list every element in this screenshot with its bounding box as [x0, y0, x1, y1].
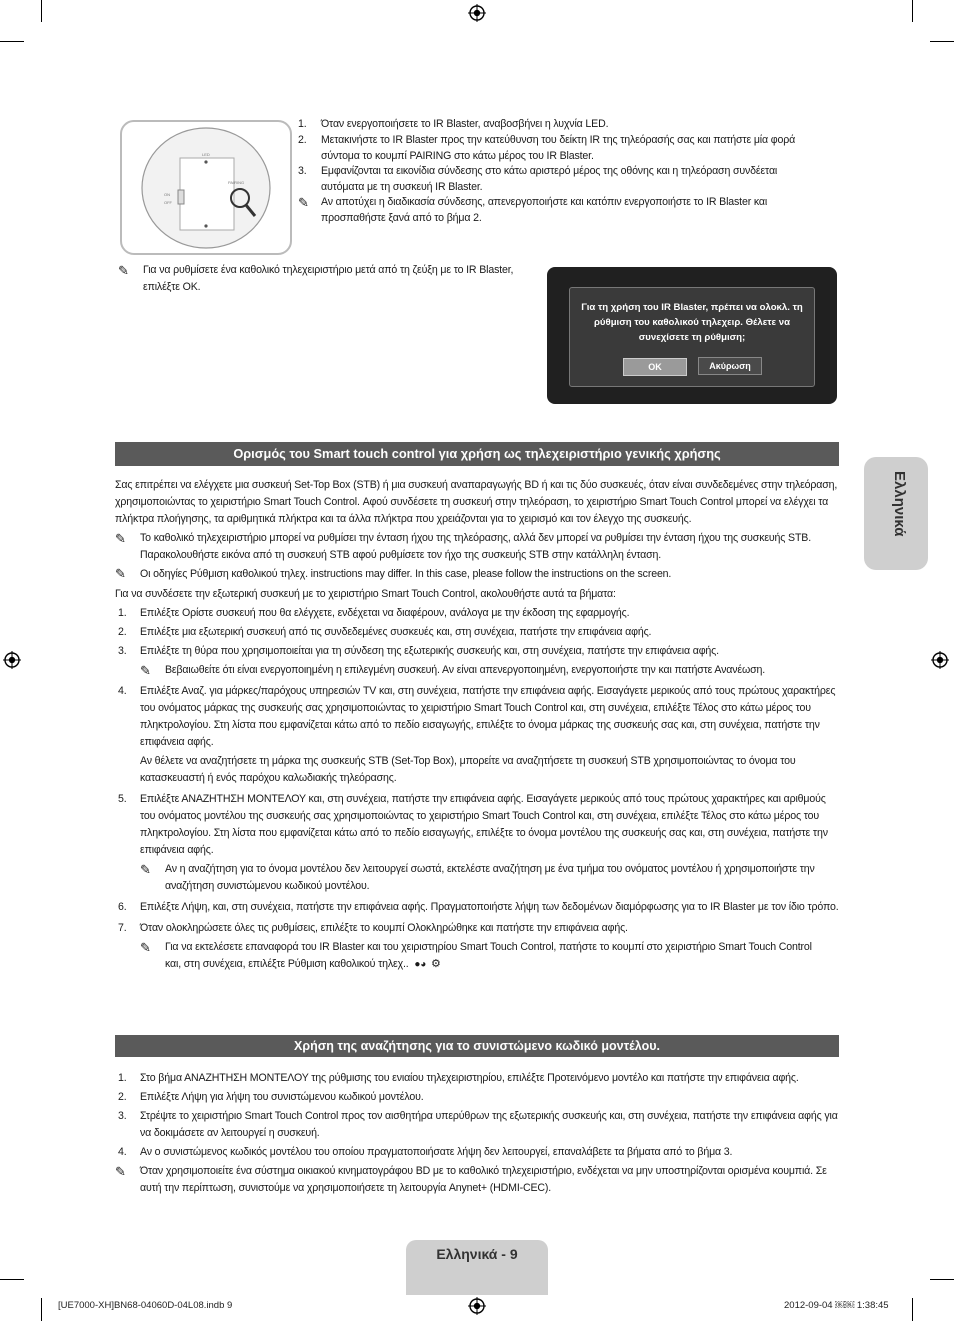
list-item: 1. Στο βήμα ΑΝΑΖΗΤΗΣΗ ΜΟΝΤΕΛΟΥ της ρύθμισης του ενιαίου τηλεχειριστηρίου, επιλέξτε Προτεινόμενο μοντέλο και πατήστε την επιφάνεια αφής. — [118, 1072, 799, 1084]
page-number: Ελληνικά - 9 — [436, 1246, 518, 1262]
crop-mark — [930, 41, 954, 42]
section1-lead: Για να συνδέσετε την εξωτερική συσκευή με το χειριστήριο Smart Touch Control, ακολουθήστε αυτά τα βήματα: — [115, 588, 616, 600]
section1-note: ✎ Οι οδηγίες Ρύθμιση καθολικού τηλεχ. instructions may differ. In this case, please follow the instructions on the screen. — [115, 566, 672, 581]
cancel-button[interactable]: Ακύρωση — [698, 357, 762, 375]
list-item: Αν θέλετε να αναζητήσετε τη μάρκα της συσκευής STB (Set-Top Box), μπορείτε να αναζητήσετε τη συσκευή STB χρησιμοποιώντας το όνομα του κατασκευαστή ή ενός παρόχου καλωδιακής τηλεόρασης. — [140, 755, 796, 784]
settings-icon: ⚙ — [430, 958, 441, 970]
led-label: LED — [202, 152, 210, 157]
registration-mark-icon — [931, 651, 949, 669]
registration-mark-icon — [468, 4, 486, 22]
ir-blaster-illustration — [120, 120, 292, 255]
list-item: 1. Όταν ενεργοποιήσετε το IR Blaster, αναβοσβήνει η λυχνία LED. — [298, 118, 609, 130]
footer-file: [UE7000-XH]BN68-04060D-04L08.indb 9 — [58, 1300, 233, 1311]
section1-note: ✎ Το καθολικό τηλεχειριστήριο μπορεί να ρυθμίσει την ένταση ήχου της τηλεόρασης, αλλά δεν μπορεί να ρυθμίσει την ένταση ήχου της συσκευής STB. Παρακολουθήστε εικόνα από τη συσκευή STB αφού ρυθμίσετε τον ήχο της συσκευής STB στην κατάλληλη ένταση. — [115, 531, 811, 561]
setup-dialog — [569, 287, 815, 387]
list-item: ✎ Αν η αναζήτηση για το όνομα μοντέλου δεν λειτουργεί σωστά, εκτελέστε αναζήτηση με ένα τμήμα του ονόματος μοντέλου ή χρησιμοποιήστε την αναζήτηση συνιστώμενου κωδικού μοντέλου. — [140, 862, 815, 892]
dialog-message: Για τη χρήση του IR Blaster, πρέπει να ολοκλ. τη ρύθμιση του καθολικού τηλεχειρ. Θέλετε να συνεχίσετε τη ρύθμιση; — [581, 302, 803, 343]
note-icon: ✎ — [115, 531, 126, 546]
crop-mark — [0, 1279, 24, 1280]
list-item: ✎ Βεβαιωθείτε ότι είναι ενεργοποιημένη η επιλεγμένη συσκευή. Αν είναι απενεργοποιημένη, ενεργοποιήστε την και πατήστε Ανανέωση. — [140, 663, 766, 678]
list-item: ✎ Για να εκτελέσετε επαναφορά του IR Blaster και του χειριστηρίου Smart Touch Control, πατήστε το κουμπί στο χειριστήριο Smart Touch Control και, στη συνέχεια, επιλέξτε Ρύθμιση καθολικού τηλεχ.. ●◕ ⚙ — [115, 939, 839, 973]
crop-mark — [0, 41, 24, 42]
on-label: ON — [164, 192, 170, 197]
language-tab-label: Ελληνικά — [891, 471, 908, 537]
crop-mark — [912, 1298, 913, 1321]
list-item: 6. Επιλέξτε Λήψη, και, στη συνέχεια, πατήστε την επιφάνεια αφής. Πραγματοποιήστε λήψη των δεδομένων διαμόρφωσης για το IR Blaster με τον ίδιο τρόπο. — [118, 901, 839, 913]
list-item: 2. Μετακινήστε το IR Blaster προς την κατεύθυνση του δείκτη IR της τηλεόρασής σας και πατήστε μία φορά σύντομα το κουμπί PAIRING στο κάτω μέρος του IR Blaster. — [298, 134, 796, 162]
list-item: 2. Επιλέξτε μια εξωτερική συσκευή από τις συνδεδεμένες συσκευές και, στη συνέχεια, πατήστε την επιφάνεια αφής. — [118, 626, 652, 638]
list-item: 7. Όταν ολοκληρώσετε όλες τις ρυθμίσεις, επιλέξτε το κουμπί Ολοκληρώθηκε και πατήστε την επιφάνεια αφής. — [118, 922, 628, 934]
footer-date: 2012-09-04 ￼￼ 1:38:45 — [784, 1300, 889, 1311]
pairing-label: PAIRING — [228, 180, 245, 185]
list-item: 3. Εμφανίζονται τα εικονίδια σύνδεσης στο κάτω αριστερό μέρος της οθόνης και η τηλεόραση συνδέεται αυτόματα με τη συσκευή IR Blaster. — [298, 165, 778, 193]
note-icon: ✎ — [115, 566, 126, 581]
crop-mark — [41, 1298, 42, 1321]
list-item: 4. Επιλέξτε Αναζ. για μάρκες/παρόχους υπηρεσιών TV και, στη συνέχεια, πατήστε την επιφάνεια αφής. Εισαγάγετε μερικούς από τους πρώτους χαρακτήρες του ονόματος μάρκας της συσκευής σας χρησιμοποιώντας το χειριστήριο Smart Touch Control και, στη συνέχεια, επιλέξτε Τέλος στο κάτω μέρος του πληκτρολογίου. Στη λίστα που εμφανίζεται κάτω από το πεδίο εισαγωγής, επιλέξτε το όνομα μάρκας της συσκευής σας και, στη συνέχεια, πατήστε την επιφάνεια αφής. — [118, 685, 836, 748]
section1-intro: Σας επιτρέπει να ελέγχετε μια συσκευή Set-Top Box (STB) ή μια συσκευή αναπαραγωγής BD ή και τις δύο συσκευές, όταν είναι συνδεδεμένες στην τηλεόραση, χρησιμοποιώντας το χειριστήριο Smart Touch Control. Αφού συνδέσετε τη συσκευή στην τηλεόραση, το χειριστήριο Smart Touch Control μπορεί να ελέγχει τα πλήκτρα πλοήγησης, τα αριθμητικά πλήκτρα και τα άλλα πλήκτρα που χρειάζονται για το χειρισμό και τον έλεγχο της συσκευής. — [115, 479, 838, 525]
language-tab — [864, 457, 928, 570]
page-number-tab — [406, 1240, 548, 1295]
ok-button[interactable]: OK — [623, 358, 687, 376]
list-item: 1. Επιλέξτε Ορίστε συσκευή που θα ελέγχετε, ενδέχεται να διαφέρουν, ανάλογα με την έκδοση της εφαρμογής. — [118, 607, 630, 619]
list-item: ✎ Αν αποτύχει η διαδικασία σύνδεσης, απενεργοποιήστε και κατόπιν ενεργοποιήστε το IR Blaster και προσπαθήστε ξανά από το βήμα 2. — [298, 195, 768, 224]
registration-mark-icon — [3, 651, 21, 669]
section1-steps — [115, 605, 839, 973]
list-item: 2. Επιλέξτε Λήψη για λήψη του συνιστώμενου κωδικού μοντέλου. — [118, 1091, 424, 1103]
list-item: 5. Επιλέξτε ΑΝΑΖΗΤΗΣΗ ΜΟΝΤΕΛΟΥ και, στη συνέχεια, πατήστε την επιφάνεια αφής. Εισαγάγετε μερικούς από τους πρώτους χαρακτήρες και αριθμούς του ονόματος μοντέλου της συσκευής σας χρησιμοποιώντας το χειριστήριο Smart Touch Control και, στη συνέχεια, επιλέξτε Τέλος στο κάτω μέρος του πληκτρολογίου. Στη λίστα που εμφανίζεται κάτω από το πεδίο εισαγωγής, επιλέξτε το όνομα μοντέλου της συσκευής σας και, στη συνέχεια, πατήστε την επιφάνεια αφής. — [118, 793, 828, 856]
section2-steps — [115, 1070, 839, 1197]
reset-button-icon: ●◕ — [414, 959, 427, 970]
crop-mark — [912, 0, 913, 22]
top-steps — [298, 117, 818, 226]
list-item: ✎ Όταν χρησιμοποιείτε ένα σύστημα οικιακού κινηματογράφου BD με το καθολικό τηλεχειριστήριο, ενδέχεται να μην υποστηρίζονται ορισμένα κουμπιά. Σε αυτή την περίπτωση, συνιστούμε να χρησιμοποιήσετε τη λειτουργία Anynet+ (HDMI-CEC). — [115, 1164, 827, 1194]
list-item: 4. Αν ο συνιστώμενος κωδικός μοντέλου του οποίου πραγματοποιήσατε λήψη δεν λειτουργεί, επαναλάβετε τα βήματα από το βήμα 3. — [118, 1146, 733, 1158]
list-item: 3. Στρέψτε το χειριστήριο Smart Touch Control προς τον αισθητήρα υπερύθρων της εξωτερικής συσκευής και, στη συνέχεια, πατήστε την επιφάνεια αφής για να δοκιμάσετε αν λειτουργεί η συσκευή. — [118, 1110, 838, 1139]
list-item: 3. Επιλέξτε τη θύρα που χρησιμοποιείται για τη σύνδεση της εξωτερικής συσκευής και, στη συνέχεια, πατήστε την επιφάνεια αφής. — [118, 645, 719, 657]
note-icon: ✎ — [118, 263, 129, 278]
section-heading: Ορισμός του Smart touch control για χρήση ως τηλεχειριστήριο γενικής χρήσης — [115, 442, 839, 466]
crop-mark — [930, 1279, 954, 1280]
off-label: OFF — [164, 200, 172, 205]
section-heading: Χρήση της αναζήτησης για το συνιστώμενο κωδικό μοντέλου. — [115, 1035, 839, 1057]
dialog-screenshot — [547, 267, 837, 404]
remote-note: ✎ Για να ρυθμίσετε ένα καθολικό τηλεχειριστήριο μετά από τη ζεύξη με το IR Blaster, επιλέξτε OK. — [118, 263, 514, 293]
registration-mark-icon — [468, 1297, 486, 1315]
crop-mark — [41, 0, 42, 22]
